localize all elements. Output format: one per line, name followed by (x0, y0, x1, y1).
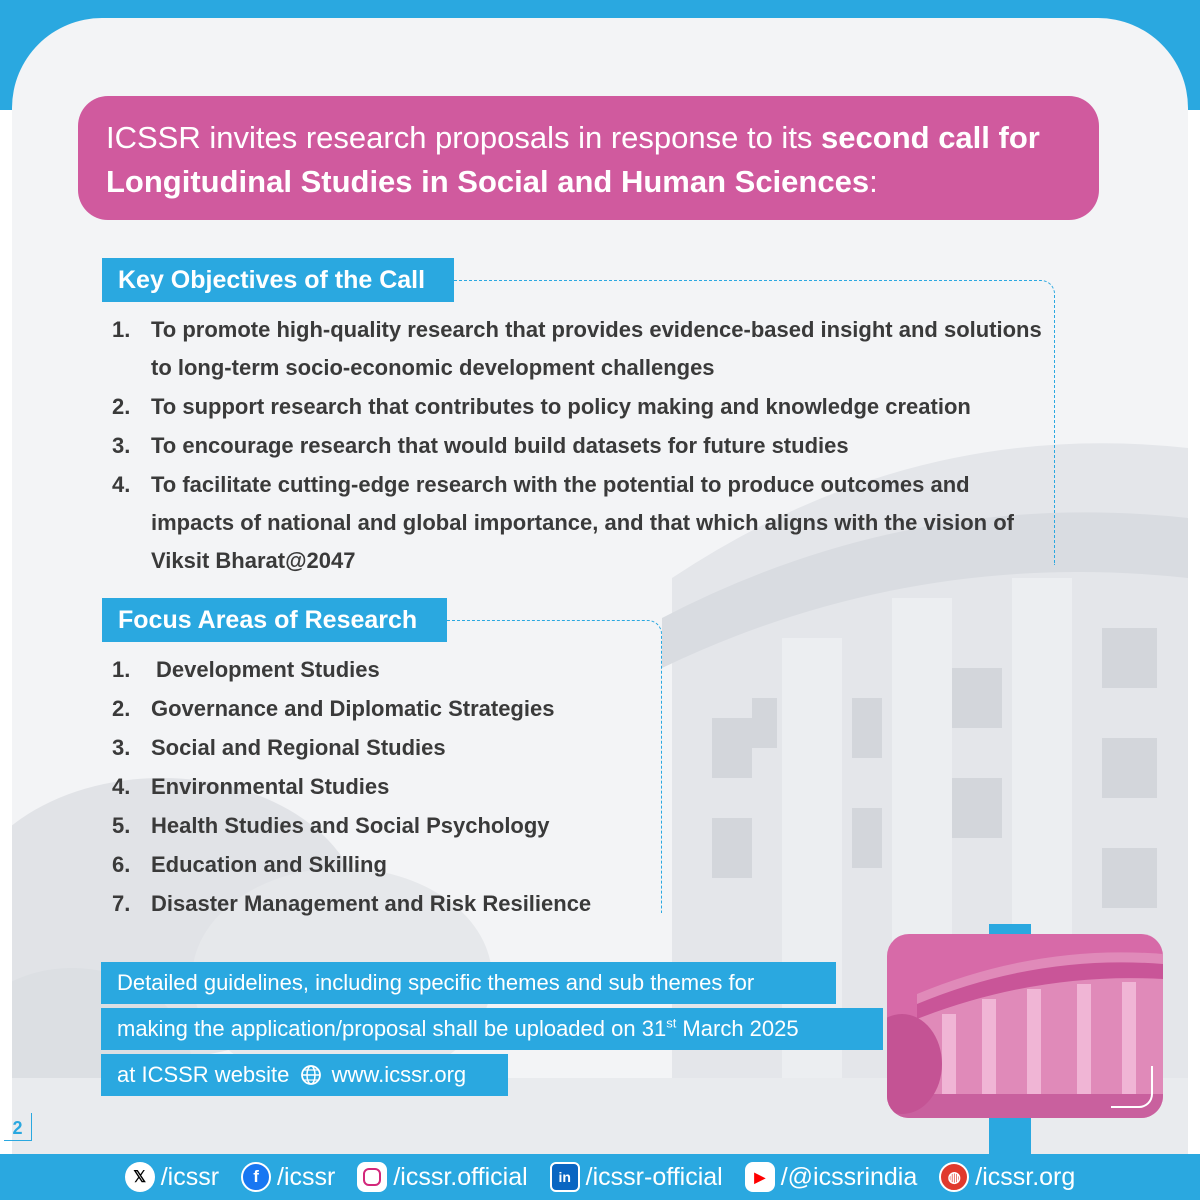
list-item (112, 689, 672, 728)
facebook-icon: f (241, 1162, 271, 1192)
list-item (112, 767, 672, 806)
facebook-handle: /icssr (277, 1162, 336, 1191)
website-link[interactable]: www.icssr.org (331, 1062, 467, 1087)
list-number: 1. (112, 317, 131, 342)
notice-line-3-text: at ICSSR website (117, 1062, 290, 1087)
list-number: 3. (112, 433, 131, 458)
instagram-link[interactable] (357, 1162, 527, 1192)
list-text: To support research that contributes to policy making and knowledge creation (151, 394, 971, 419)
notice-line-2-text: making the application/proposal shall be uploaded on 31 (117, 1016, 667, 1041)
building-photo (887, 934, 1163, 1118)
headline-text: ICSSR invites research proposals in response to its (106, 120, 822, 155)
notice-line-2-date: March 2025 (676, 1016, 799, 1041)
list-item (112, 427, 1042, 465)
list-text: Social and Regional Studies (151, 735, 446, 760)
list-number: 4. (112, 472, 131, 497)
photo-corner-accent (1111, 1066, 1153, 1108)
list-item (112, 650, 672, 689)
web-globe-icon: ◍ (939, 1162, 969, 1192)
list-text: Health Studies and Social Psychology (151, 813, 550, 838)
list-text: To facilitate cutting-edge research with the potential to produce outcomes and impacts of national and global importance, and that which aligns with the vision of Viksit Bharat@2047 (151, 472, 1014, 573)
youtube-handle: /@icssrindia (780, 1162, 918, 1191)
instagram-handle: /icssr.official (393, 1162, 528, 1191)
youtube-icon: ▶ (745, 1162, 775, 1192)
list-item (112, 845, 672, 884)
social-footer (0, 1154, 1200, 1200)
web-handle: /icssr.org (975, 1162, 1076, 1191)
notice-line-2-sup: st (666, 1015, 677, 1031)
list-text: Disaster Management and Risk Resilience (151, 891, 592, 916)
list-number: 2. (112, 394, 131, 419)
list-number: 1. (112, 657, 131, 682)
list-text: Governance and Diplomatic Strategies (151, 696, 555, 721)
list-number: 3. (112, 735, 131, 760)
linkedin-link[interactable] (550, 1162, 723, 1192)
globe-icon (300, 1064, 322, 1086)
headline-colon: : (869, 164, 878, 199)
list-number: 7. (112, 891, 131, 916)
focus-list (112, 650, 672, 923)
list-item (112, 884, 672, 923)
x-icon: 𝕏 (125, 1162, 155, 1192)
list-text: To encourage research that would build datasets for future studies (151, 433, 849, 458)
x-handle: /icssr (160, 1162, 220, 1191)
focus-heading: Focus Areas of Research (102, 598, 447, 642)
list-item (112, 388, 1042, 426)
list-text: Education and Skilling (151, 852, 387, 877)
notice-line-2 (101, 1008, 883, 1050)
objectives-heading: Key Objectives of the Call (102, 258, 454, 302)
linkedin-icon: in (550, 1162, 580, 1192)
list-number: 2. (112, 696, 131, 721)
notice-line-3 (101, 1054, 508, 1096)
list-text: Environmental Studies (151, 774, 390, 799)
list-number: 6. (112, 852, 131, 877)
headline-banner (78, 96, 1099, 220)
page-number: 2 (4, 1113, 32, 1141)
list-number: 4. (112, 774, 131, 799)
list-item (112, 466, 1042, 580)
list-item (112, 728, 672, 767)
web-link[interactable] (939, 1162, 1075, 1192)
linkedin-handle: /icssr-official (585, 1162, 723, 1191)
youtube-link[interactable] (745, 1162, 918, 1192)
objectives-list (112, 311, 1042, 581)
instagram-icon (357, 1162, 387, 1192)
headline-bold-text: second call for Longitudinal Studies in Social and Human Sciences (106, 120, 1040, 199)
list-number: 5. (112, 813, 131, 838)
notice-line-1: Detailed guidelines, including specific themes and sub themes for (101, 962, 836, 1004)
list-item (112, 311, 1042, 387)
facebook-link[interactable] (241, 1162, 335, 1192)
list-text: To promote high-quality research that provides evidence-based insight and solutions to long-term socio-economic development challenges (151, 317, 1042, 380)
list-item (112, 806, 672, 845)
x-link[interactable] (125, 1162, 219, 1192)
list-text: Development Studies (156, 657, 380, 682)
